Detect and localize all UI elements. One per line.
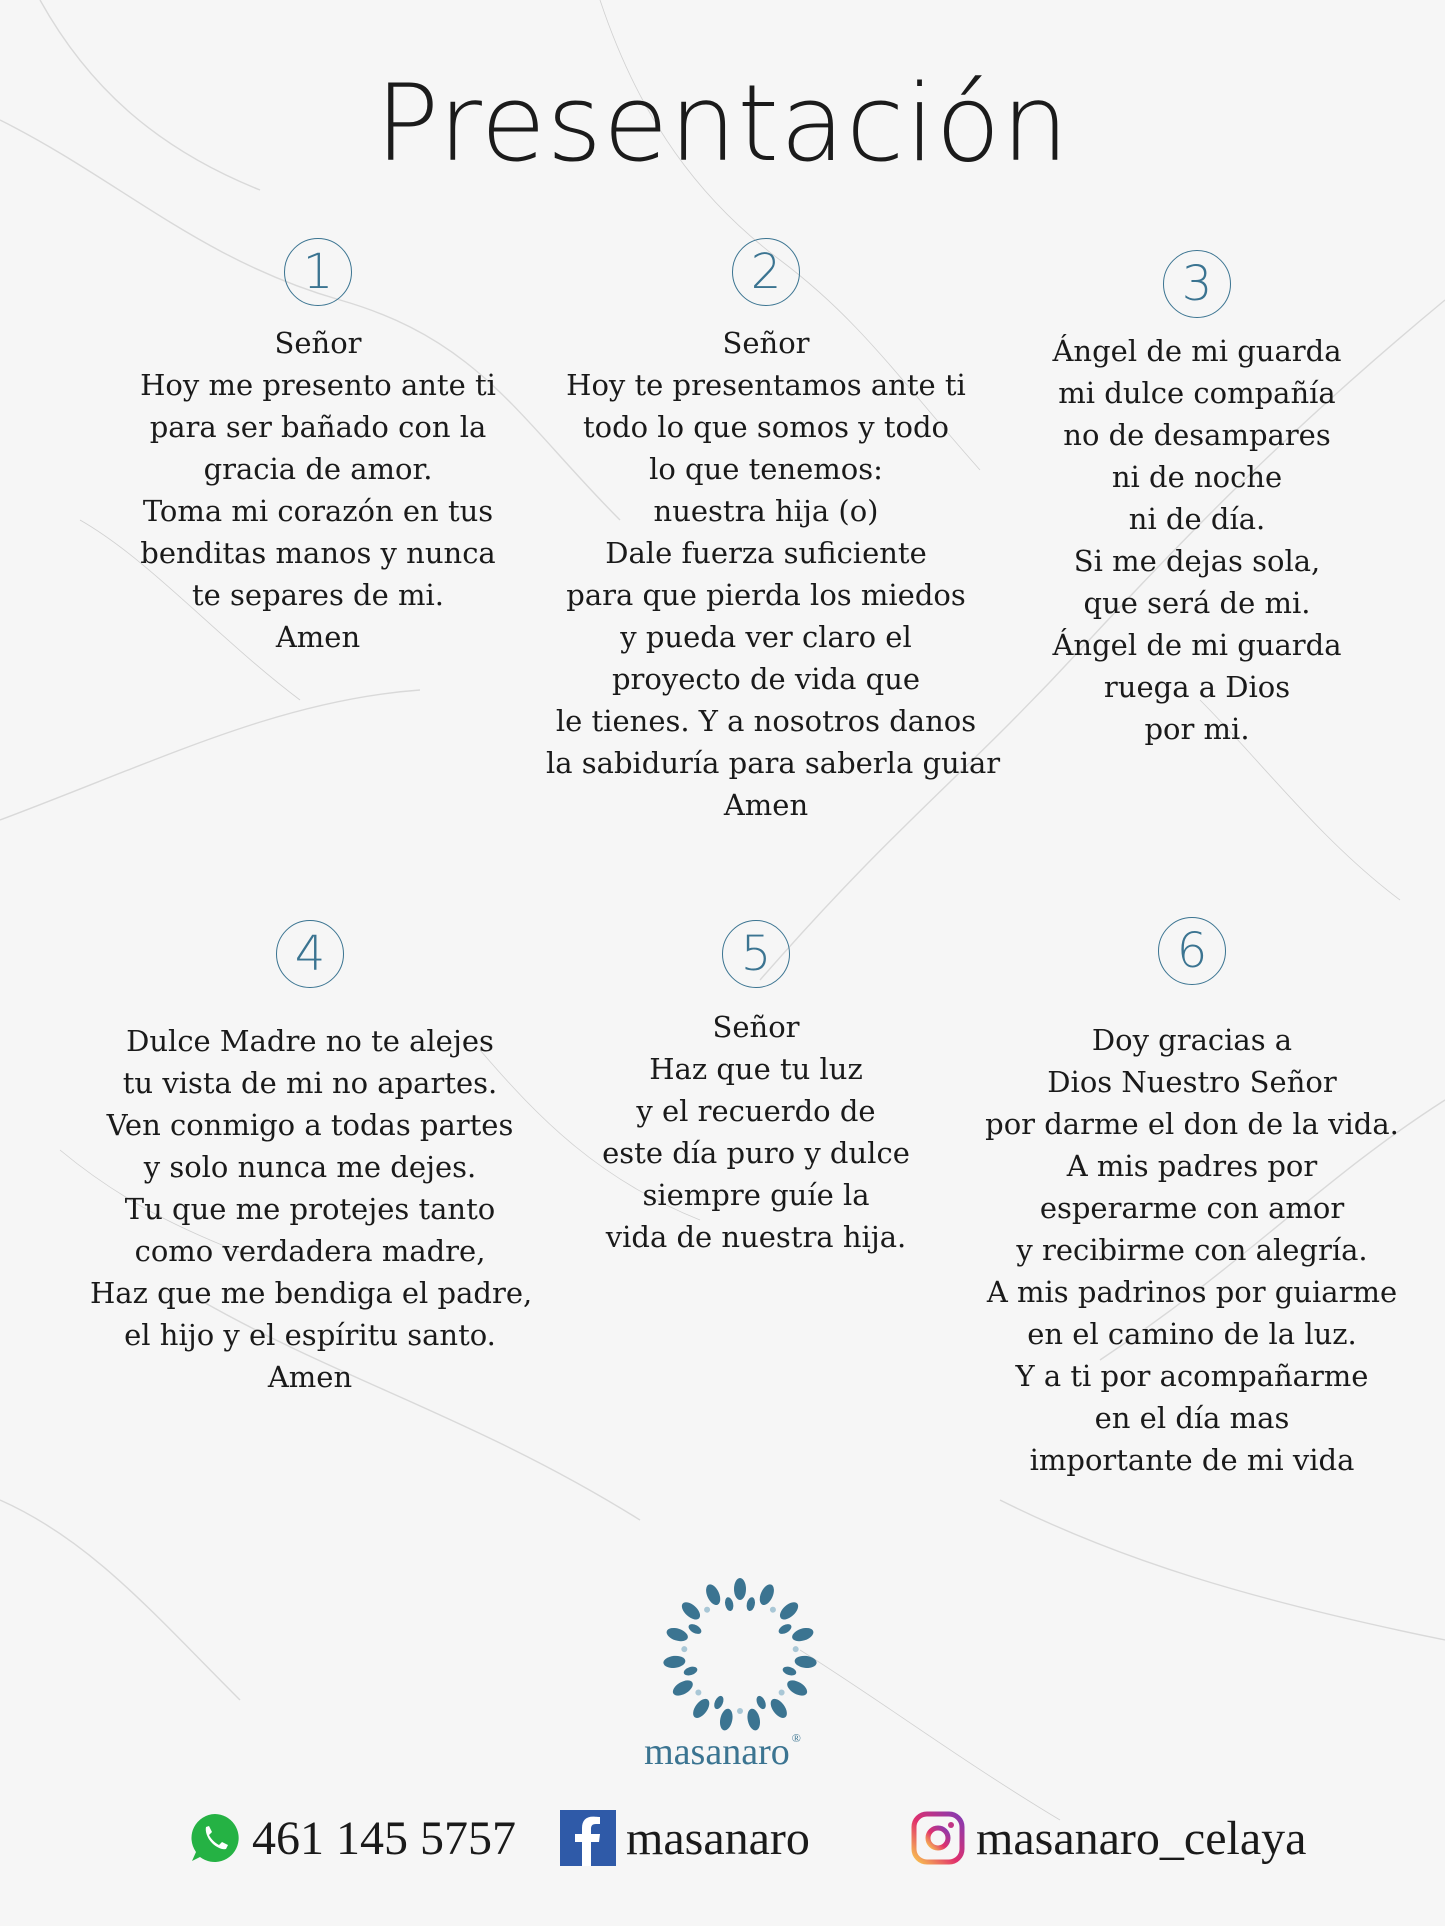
whatsapp-icon <box>188 1811 242 1865</box>
prayer-line: Y a ti por acompañarme <box>1015 1359 1369 1393</box>
prayer-line: Haz que tu luz <box>649 1052 863 1086</box>
prayer-line: Dale fuerza suficiente <box>605 536 927 570</box>
prayer-number-4: 4 <box>276 920 344 988</box>
prayer-text-6 <box>972 1019 1412 1481</box>
instagram-icon <box>910 1810 966 1866</box>
prayer-line: Hoy me presento ante ti <box>140 368 496 402</box>
registered-mark: ® <box>791 1731 801 1745</box>
prayer-line: Ángel de mi guarda <box>1052 334 1342 368</box>
prayer-line: en el camino de la luz. <box>1027 1317 1357 1351</box>
prayer-number-6: 6 <box>1158 917 1226 985</box>
facebook-contact[interactable] <box>560 1808 810 1868</box>
prayer-line: Dios Nuestro Señor <box>1047 1065 1337 1099</box>
prayer-line: nuestra hija (o) <box>653 494 879 528</box>
prayer-line: A mis padrinos por guiarme <box>986 1275 1398 1309</box>
prayer-line: Hoy te presentamos ante ti <box>566 368 966 402</box>
prayer-line: esperarme con amor <box>1039 1191 1345 1225</box>
brand-name <box>0 1730 1445 1774</box>
prayer-line: este día puro y dulce <box>602 1136 910 1170</box>
prayer-1 <box>98 238 538 658</box>
prayer-number-3: 3 <box>1163 250 1231 318</box>
prayer-line: como verdadera madre, <box>134 1234 486 1268</box>
whatsapp-number: 461 145 5757 <box>252 1811 516 1865</box>
prayer-line: le tienes. Y a nosotros danos <box>555 704 977 738</box>
prayer-line: para que pierda los miedos <box>566 578 966 612</box>
prayer-line: Tu que me protejes tanto <box>124 1192 496 1226</box>
prayer-line: Señor <box>274 326 362 360</box>
prayer-line: y recibirme con alegría. <box>1016 1233 1368 1267</box>
facebook-handle: masanaro <box>626 1811 810 1865</box>
prayer-line: Si me dejas sola, <box>1073 544 1321 578</box>
prayer-line: vida de nuestra hija. <box>605 1220 907 1254</box>
prayer-number-2: 2 <box>732 238 800 306</box>
prayer-4 <box>90 920 533 1398</box>
prayer-line: no de desampares <box>1063 418 1331 452</box>
instagram-handle: masanaro_celaya <box>976 1811 1307 1865</box>
prayer-line: Doy gracias a <box>1091 1023 1293 1057</box>
prayer-text-3 <box>977 330 1417 750</box>
prayer-line: Toma mi corazón en tus <box>142 494 494 528</box>
prayer-line: el hijo y el espíritu santo. <box>124 1318 496 1352</box>
facebook-icon <box>560 1810 616 1866</box>
prayer-line: Dulce Madre no te alejes <box>126 1024 494 1058</box>
prayer-line: Amen <box>267 1360 353 1394</box>
prayer-line: te separes de mi. <box>192 578 444 612</box>
prayer-line: ni de día. <box>1128 502 1266 536</box>
prayer-text-1 <box>98 322 538 658</box>
prayer-line: Señor <box>722 326 810 360</box>
prayer-line: y solo nunca me dejes. <box>143 1150 477 1184</box>
prayer-2 <box>546 238 1001 826</box>
prayer-text-2 <box>546 322 1001 826</box>
prayer-6 <box>972 917 1412 1481</box>
prayer-line: y pueda ver claro el <box>620 620 912 654</box>
prayer-line: Amen <box>275 620 361 654</box>
prayer-line: proyecto de vida que <box>611 662 921 696</box>
prayer-line: importante de mi vida <box>1029 1443 1355 1477</box>
prayer-number-5: 5 <box>722 920 790 988</box>
prayer-line: ruega a Dios <box>1103 670 1291 704</box>
prayer-number-1: 1 <box>284 238 352 306</box>
prayer-line: gracia de amor. <box>203 452 433 486</box>
prayer-line: por darme el don de la vida. <box>985 1107 1399 1141</box>
prayer-line: benditas manos y nunca <box>140 536 496 570</box>
prayer-3 <box>977 250 1417 750</box>
prayer-line: para ser bañado con la <box>149 410 487 444</box>
prayer-line: Ven conmigo a todas partes <box>106 1108 514 1142</box>
prayer-line: mi dulce compañía <box>1058 376 1336 410</box>
brand-label: masanaro <box>644 1731 790 1773</box>
prayer-line: ni de noche <box>1111 460 1283 494</box>
prayer-line: en el día mas <box>1094 1401 1290 1435</box>
prayer-line: Ángel de mi guarda <box>1052 628 1342 662</box>
prayer-line: por mi. <box>1144 712 1250 746</box>
prayer-line: siempre guíe la <box>642 1178 870 1212</box>
masanaro-wreath-logo <box>660 1575 820 1735</box>
prayer-line: Amen <box>723 788 809 822</box>
prayer-5 <box>536 920 976 1258</box>
prayer-text-4 <box>90 1020 533 1398</box>
prayer-line: la sabiduría para saberla guiar <box>546 746 1001 780</box>
prayer-line: todo lo que somos y todo <box>582 410 950 444</box>
prayer-text-5 <box>536 1006 976 1258</box>
whatsapp-contact[interactable] <box>188 1808 516 1868</box>
prayer-line: tu vista de mi no apartes. <box>122 1066 498 1100</box>
prayer-line: y el recuerdo de <box>636 1094 876 1128</box>
prayer-line: lo que tenemos: <box>649 452 883 486</box>
prayer-line: Haz que me bendiga el padre, <box>90 1276 533 1310</box>
prayer-line: Señor <box>712 1010 800 1044</box>
prayer-line: que será de mi. <box>1083 586 1311 620</box>
instagram-contact[interactable] <box>910 1808 1306 1868</box>
page-title: Presentación <box>375 62 1070 185</box>
prayer-line: A mis padres por <box>1066 1149 1318 1183</box>
